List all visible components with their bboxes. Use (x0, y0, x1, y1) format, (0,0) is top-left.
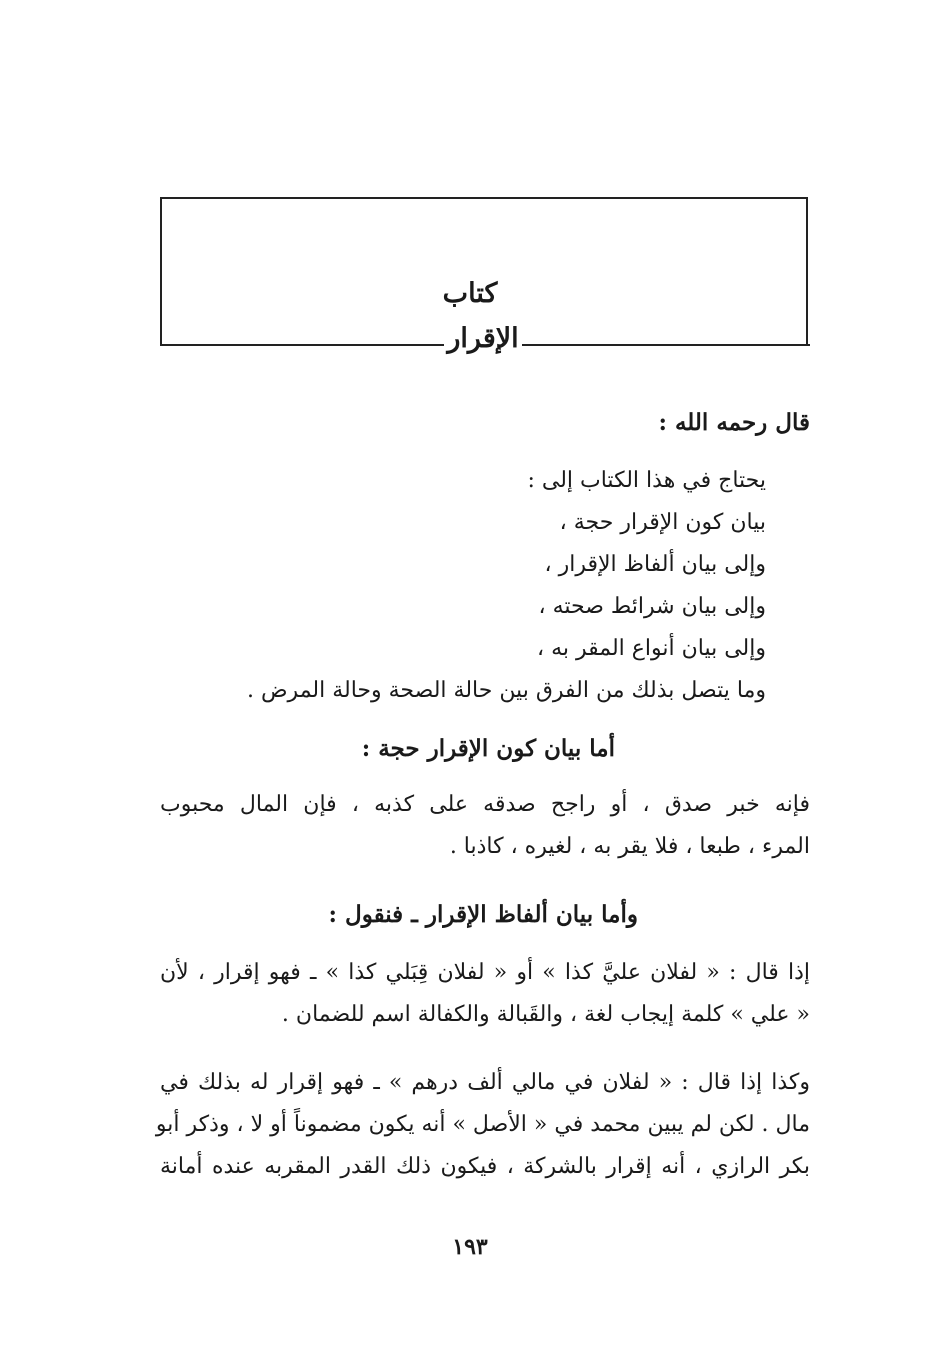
section1-line-2: المرء ، طبعا ، فلا يقر به ، لغيره ، كاذبا . (449, 834, 810, 859)
intro-heading: قال رحمه الله : (658, 409, 810, 436)
intro-line-3: وإلى بيان ألفاظ الإقرار ، (544, 552, 766, 577)
intro-line-6: وما يتصل بذلك من الفرق بين حالة الصحة وحالة المرض . (246, 678, 766, 703)
page-number: ١٩٣ (452, 1234, 488, 1260)
section2-para2-line-1: وكذا إذا قال : « لفلان في مالي ألف درهم » ـ فهو إقرار له بذلك في (160, 1070, 810, 1095)
intro-line-5: وإلى بيان أنواع المقر به ، (536, 636, 766, 661)
section1-line-1: فإنه خبر صدق ، أو راجح صدقه على كذبه ، فإن المال محبوب (160, 792, 810, 817)
intro-line-4: وإلى بيان شرائط صحته ، (538, 594, 766, 619)
section2-para2-line-3: بكر الرازي ، أنه إقرار بالشركة ، فيكون ذلك القدر المقربه عنده أمانة (160, 1154, 810, 1179)
book-title: الإقرار (447, 323, 519, 354)
section2-heading: وأما بيان ألفاظ الإقرار ـ فنقول : (328, 901, 638, 928)
book-label: كتاب (442, 278, 498, 309)
title-frame-bottom-right-rule (522, 344, 810, 346)
section2-para1-line-2: « علي » كلمة إيجاب لغة ، والقَبالة والكفالة اسم للضمان . (281, 1002, 810, 1027)
intro-line-1: يحتاج في هذا الكتاب إلى : (527, 468, 766, 493)
intro-line-2: بيان كون الإقرار حجة ، (559, 510, 766, 535)
section2-para2-line-2: مال . لكن لم يبين محمد في « الأصل » أنه يكون مضموناً أو لا ، وذكر أبو (155, 1112, 810, 1137)
section1-heading: أما بيان كون الإقرار حجة : (361, 735, 615, 762)
title-frame-bottom-left-rule (160, 344, 444, 346)
section2-para1-line-1: إذا قال : « لفلان عليَّ كذا » أو « لفلان قِبَلي كذا » ـ فهو إقرار ، لأن (160, 960, 810, 985)
